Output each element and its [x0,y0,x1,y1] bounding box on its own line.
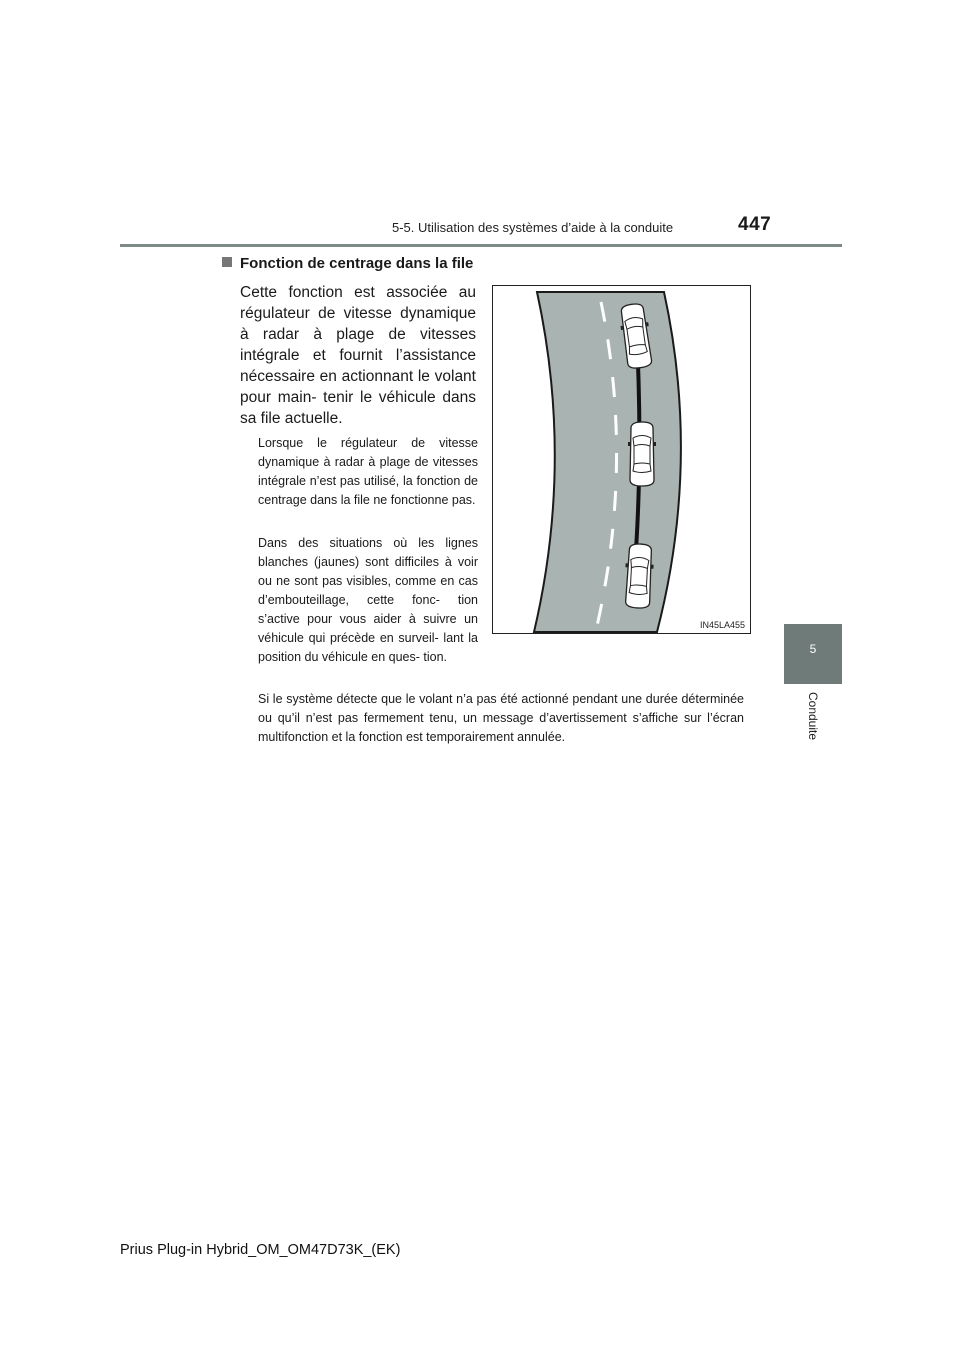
note-paragraph: Lorsque le régulateur de vitesse dynamique à radar à plage de vitesses intégrale n’est pas utilisé, la fonction de centrage dans la file ne fonctionne pas. [258,436,478,507]
lane-centering-illustration [492,285,751,634]
middle-vehicle [628,422,656,486]
section-heading-text: Fonction de centrage dans la file [240,255,474,272]
header-section-title: 5-5. Utilisation des systèmes d’aide à la conduite [392,220,674,235]
warning-paragraph: Si le système détecte que le volant n’a pas été actionné pendant une durée déterminée ou qu’il n’est pas fermement tenu, un message d’avertissement s’affiche sur l’écran multifonction et la fonction est temporairement annulée. [258,692,744,744]
chapter-tab-label-text: Conduite [805,691,820,741]
figure-code: IN45LA455 [699,620,745,630]
section-heading [222,255,473,272]
footer-model: Prius Plug-in Hybrid_OM_OM47D73K_(EK) [120,1242,401,1258]
square-bullet-icon [222,257,232,267]
note-paragraph: Dans des situations où les lignes blanches (jaunes) sont difficiles à voir ou ne sont pas visibles, comme en cas d’embouteillage, cette fonc- tion s’active pour vous aider à suivre un véhicule qui précède en surveil- lant la position du véhicule en ques- tion. [258,536,478,664]
chapter-tab-number[interactable]: 5 [784,624,842,684]
road-diagram [493,286,750,633]
header-divider [120,244,842,247]
intro-paragraph: Cette fonction est associée au régulateur de vitesse dynamique à radar à plage de vitesses intégrale et fournit l’assistance nécessaire en actionnant le volant pour main- tenir le véhicule dans sa file actuelle. [240,284,476,427]
chapter-tab-label [785,686,841,746]
page-number: 447 [738,214,772,235]
